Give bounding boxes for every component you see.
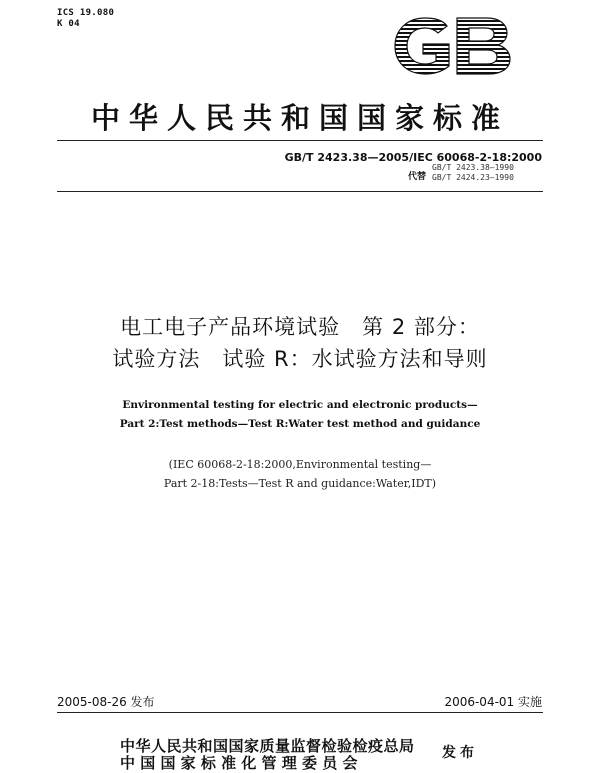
issuer-line1: 中华人民共和国国家质量监督检验检疫总局: [120, 737, 415, 755]
category-code: K 04: [57, 19, 80, 29]
issue-date: 2005-08-26 发布: [57, 695, 155, 709]
replaced-standard: GB/T 2424.23—1990: [432, 173, 514, 182]
title-en-line2: Part 2:Test methods—Test R:Water test method and guidance: [119, 418, 481, 430]
replaces-list: [432, 163, 514, 183]
standard-number: GB/T 2423.38—2005/IEC 60068-2-18:2000: [284, 151, 542, 164]
replaced-standard: GB/T 2423.38—1990: [432, 163, 514, 172]
title-cn-line1: 电工电子产品环境试验 第 2 部分：: [120, 315, 480, 339]
iec-ref-line1: (IEC 60068-2-18:2000,Environmental testing—: [168, 458, 432, 471]
header-divider: [57, 191, 543, 192]
issuer-line2: 中 国 国 家 标 准 化 管 理 委 员 会: [120, 754, 358, 772]
implement-date: 2006-04-01 实施: [444, 695, 542, 709]
top-divider: [57, 140, 543, 141]
title-cn-line2: 试验方法 试验 R：水试验方法和导则: [112, 347, 488, 371]
title-en-line1: Environmental testing for electric and electronic products—: [122, 399, 478, 411]
gb-logo-text: [513, 16, 514, 17]
replaces-block: [408, 163, 548, 187]
ics-code: ICS 19.080: [57, 8, 115, 18]
publish-label: 发布: [442, 745, 478, 761]
ics-block: [57, 8, 114, 30]
standard-title: 中华人民共和国国家标准: [90, 101, 509, 135]
iec-ref-line2: Part 2-18:Tests—Test R and guidance:Water,IDT): [163, 477, 437, 490]
replaces-label: 代替: [408, 172, 427, 182]
gb-logo: [391, 16, 513, 76]
footer-divider: [57, 712, 543, 713]
